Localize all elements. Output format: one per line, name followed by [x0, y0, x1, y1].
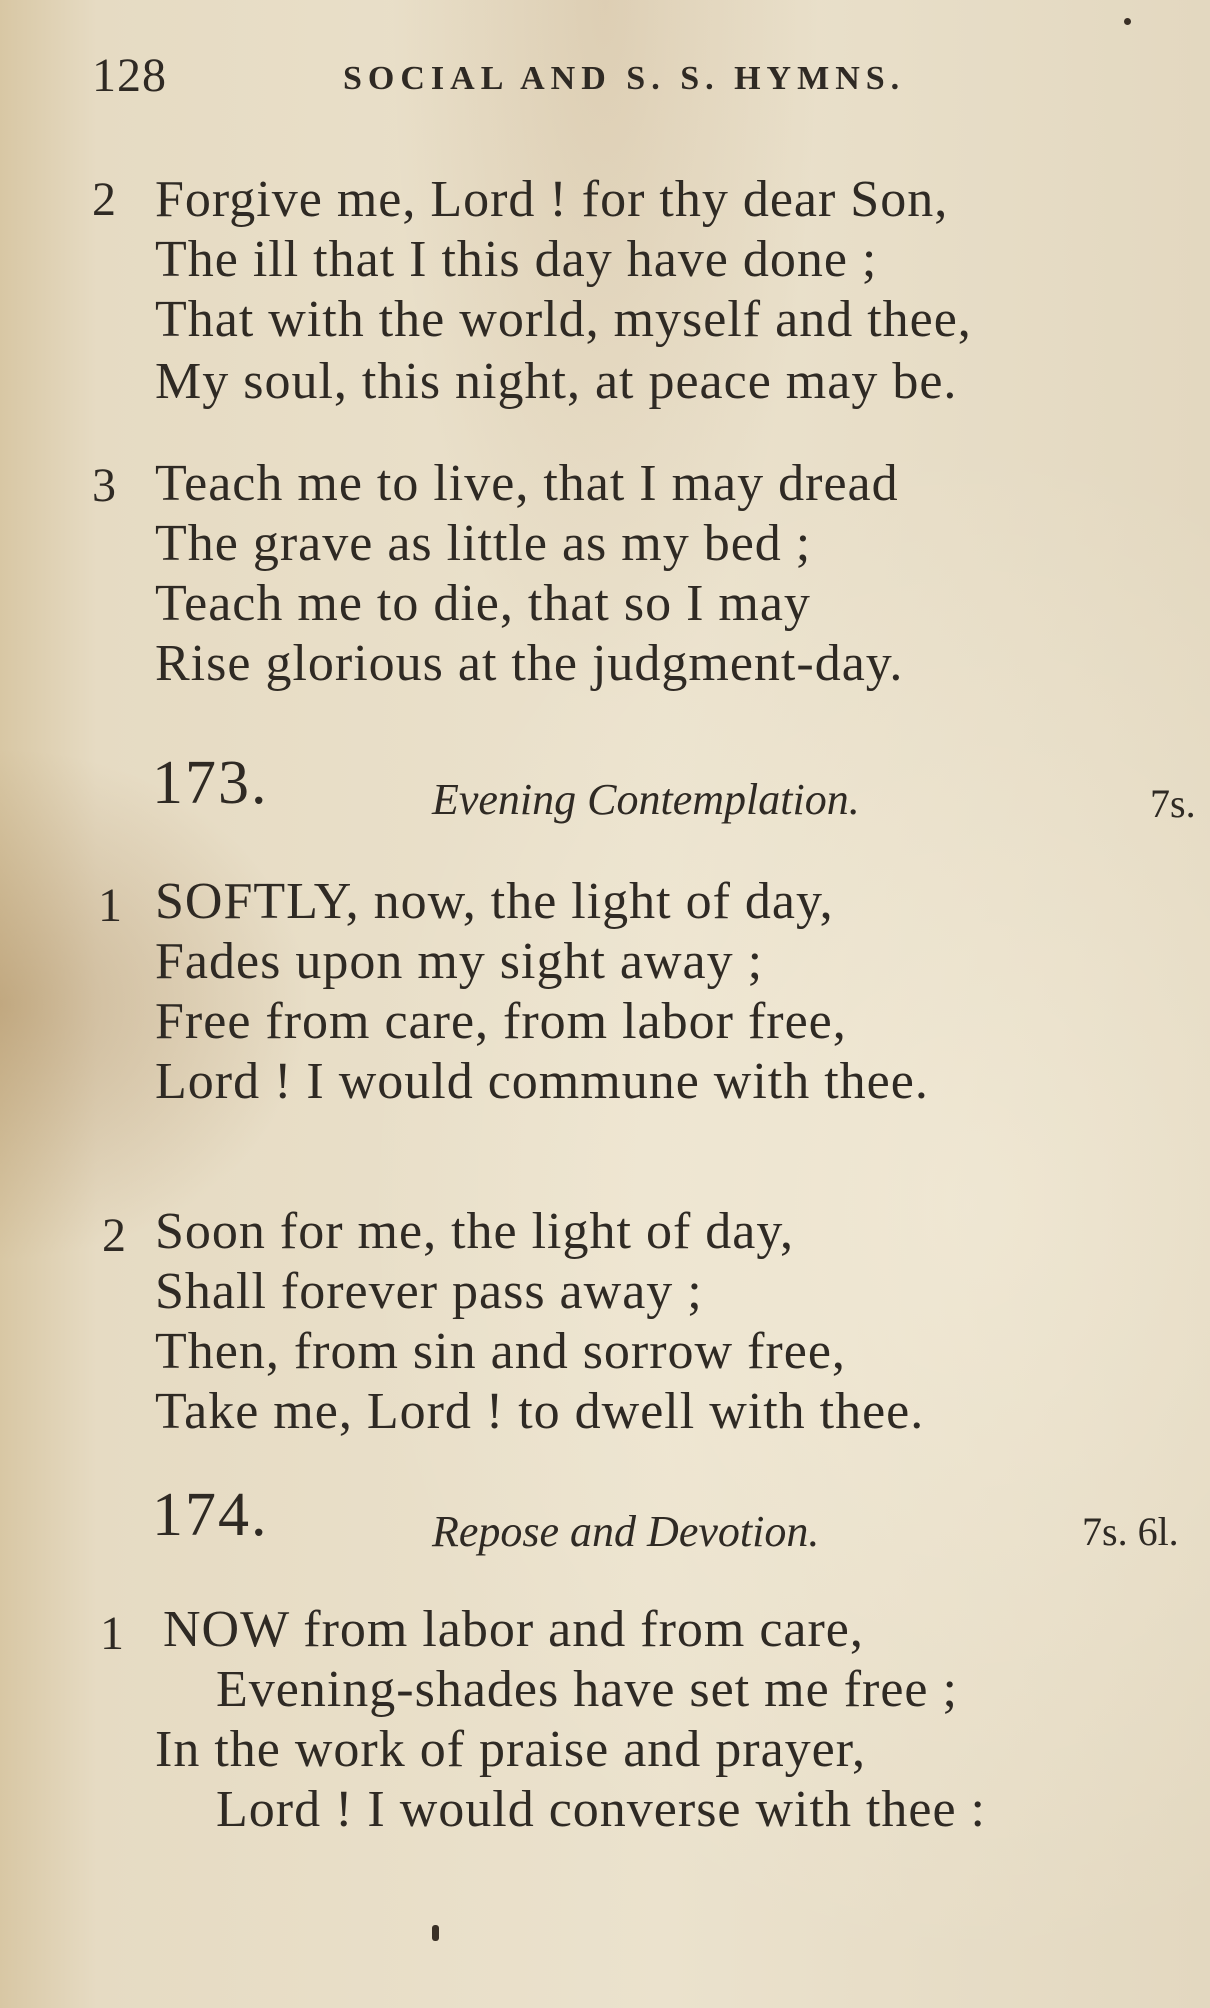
ink-speck: [1124, 18, 1131, 25]
stanza-number: 1: [100, 1607, 124, 1660]
verse-line: My soul, this night, at peace may be.: [155, 353, 958, 410]
verse-line: The grave as little as my bed ;: [155, 515, 812, 572]
stanza-number: 1: [98, 879, 122, 932]
verse-line: Evening-shades have set me free ;: [216, 1661, 958, 1718]
hymn-title: Evening Contemplation.: [432, 775, 860, 824]
hymn-title: Repose and Devotion.: [432, 1507, 820, 1556]
verse-line: Forgive me, Lord ! for thy dear Son,: [155, 171, 949, 228]
hymn-meter: 7s. 6l.: [1082, 1509, 1179, 1554]
verse-line: Lord ! I would converse with thee :: [216, 1781, 987, 1838]
hymn-number: 173.: [152, 749, 269, 817]
verse-line: Rise glorious at the judgment-day.: [155, 635, 904, 692]
verse-line: Lord ! I would commune with thee.: [155, 1053, 929, 1110]
verse-line: SOFTLY, now, the light of day,: [155, 873, 834, 930]
stanza-number: 2: [102, 1209, 126, 1262]
hymn-meter: 7s.: [1150, 781, 1196, 826]
verse-line: Then, from sin and sorrow free,: [155, 1323, 846, 1380]
page-number: 128: [92, 49, 167, 102]
verse-line: Teach me to die, that so I may: [155, 575, 811, 632]
verse-line: Take me, Lord ! to dwell with thee.: [155, 1383, 925, 1440]
verse-line: That with the world, myself and thee,: [155, 291, 972, 348]
verse-line: In the work of praise and prayer,: [155, 1721, 866, 1778]
stanza-number: 3: [92, 459, 116, 512]
verse-line: Shall forever pass away ;: [155, 1263, 703, 1320]
verse-line: NOW from labor and from care,: [163, 1601, 864, 1658]
verse-line: Soon for me, the light of day,: [155, 1203, 794, 1260]
hymn-number: 174.: [152, 1481, 269, 1549]
verse-line: Fades upon my sight away ;: [155, 933, 764, 990]
verse-line: Teach me to live, that I may dread: [155, 455, 899, 512]
running-head: SOCIAL AND S. S. HYMNS.: [343, 60, 906, 97]
verse-line: The ill that I this day have done ;: [155, 231, 878, 288]
stanza-number: 2: [92, 173, 116, 226]
verse-line: Free from care, from labor free,: [155, 993, 847, 1050]
ink-speck: [432, 1925, 439, 1941]
